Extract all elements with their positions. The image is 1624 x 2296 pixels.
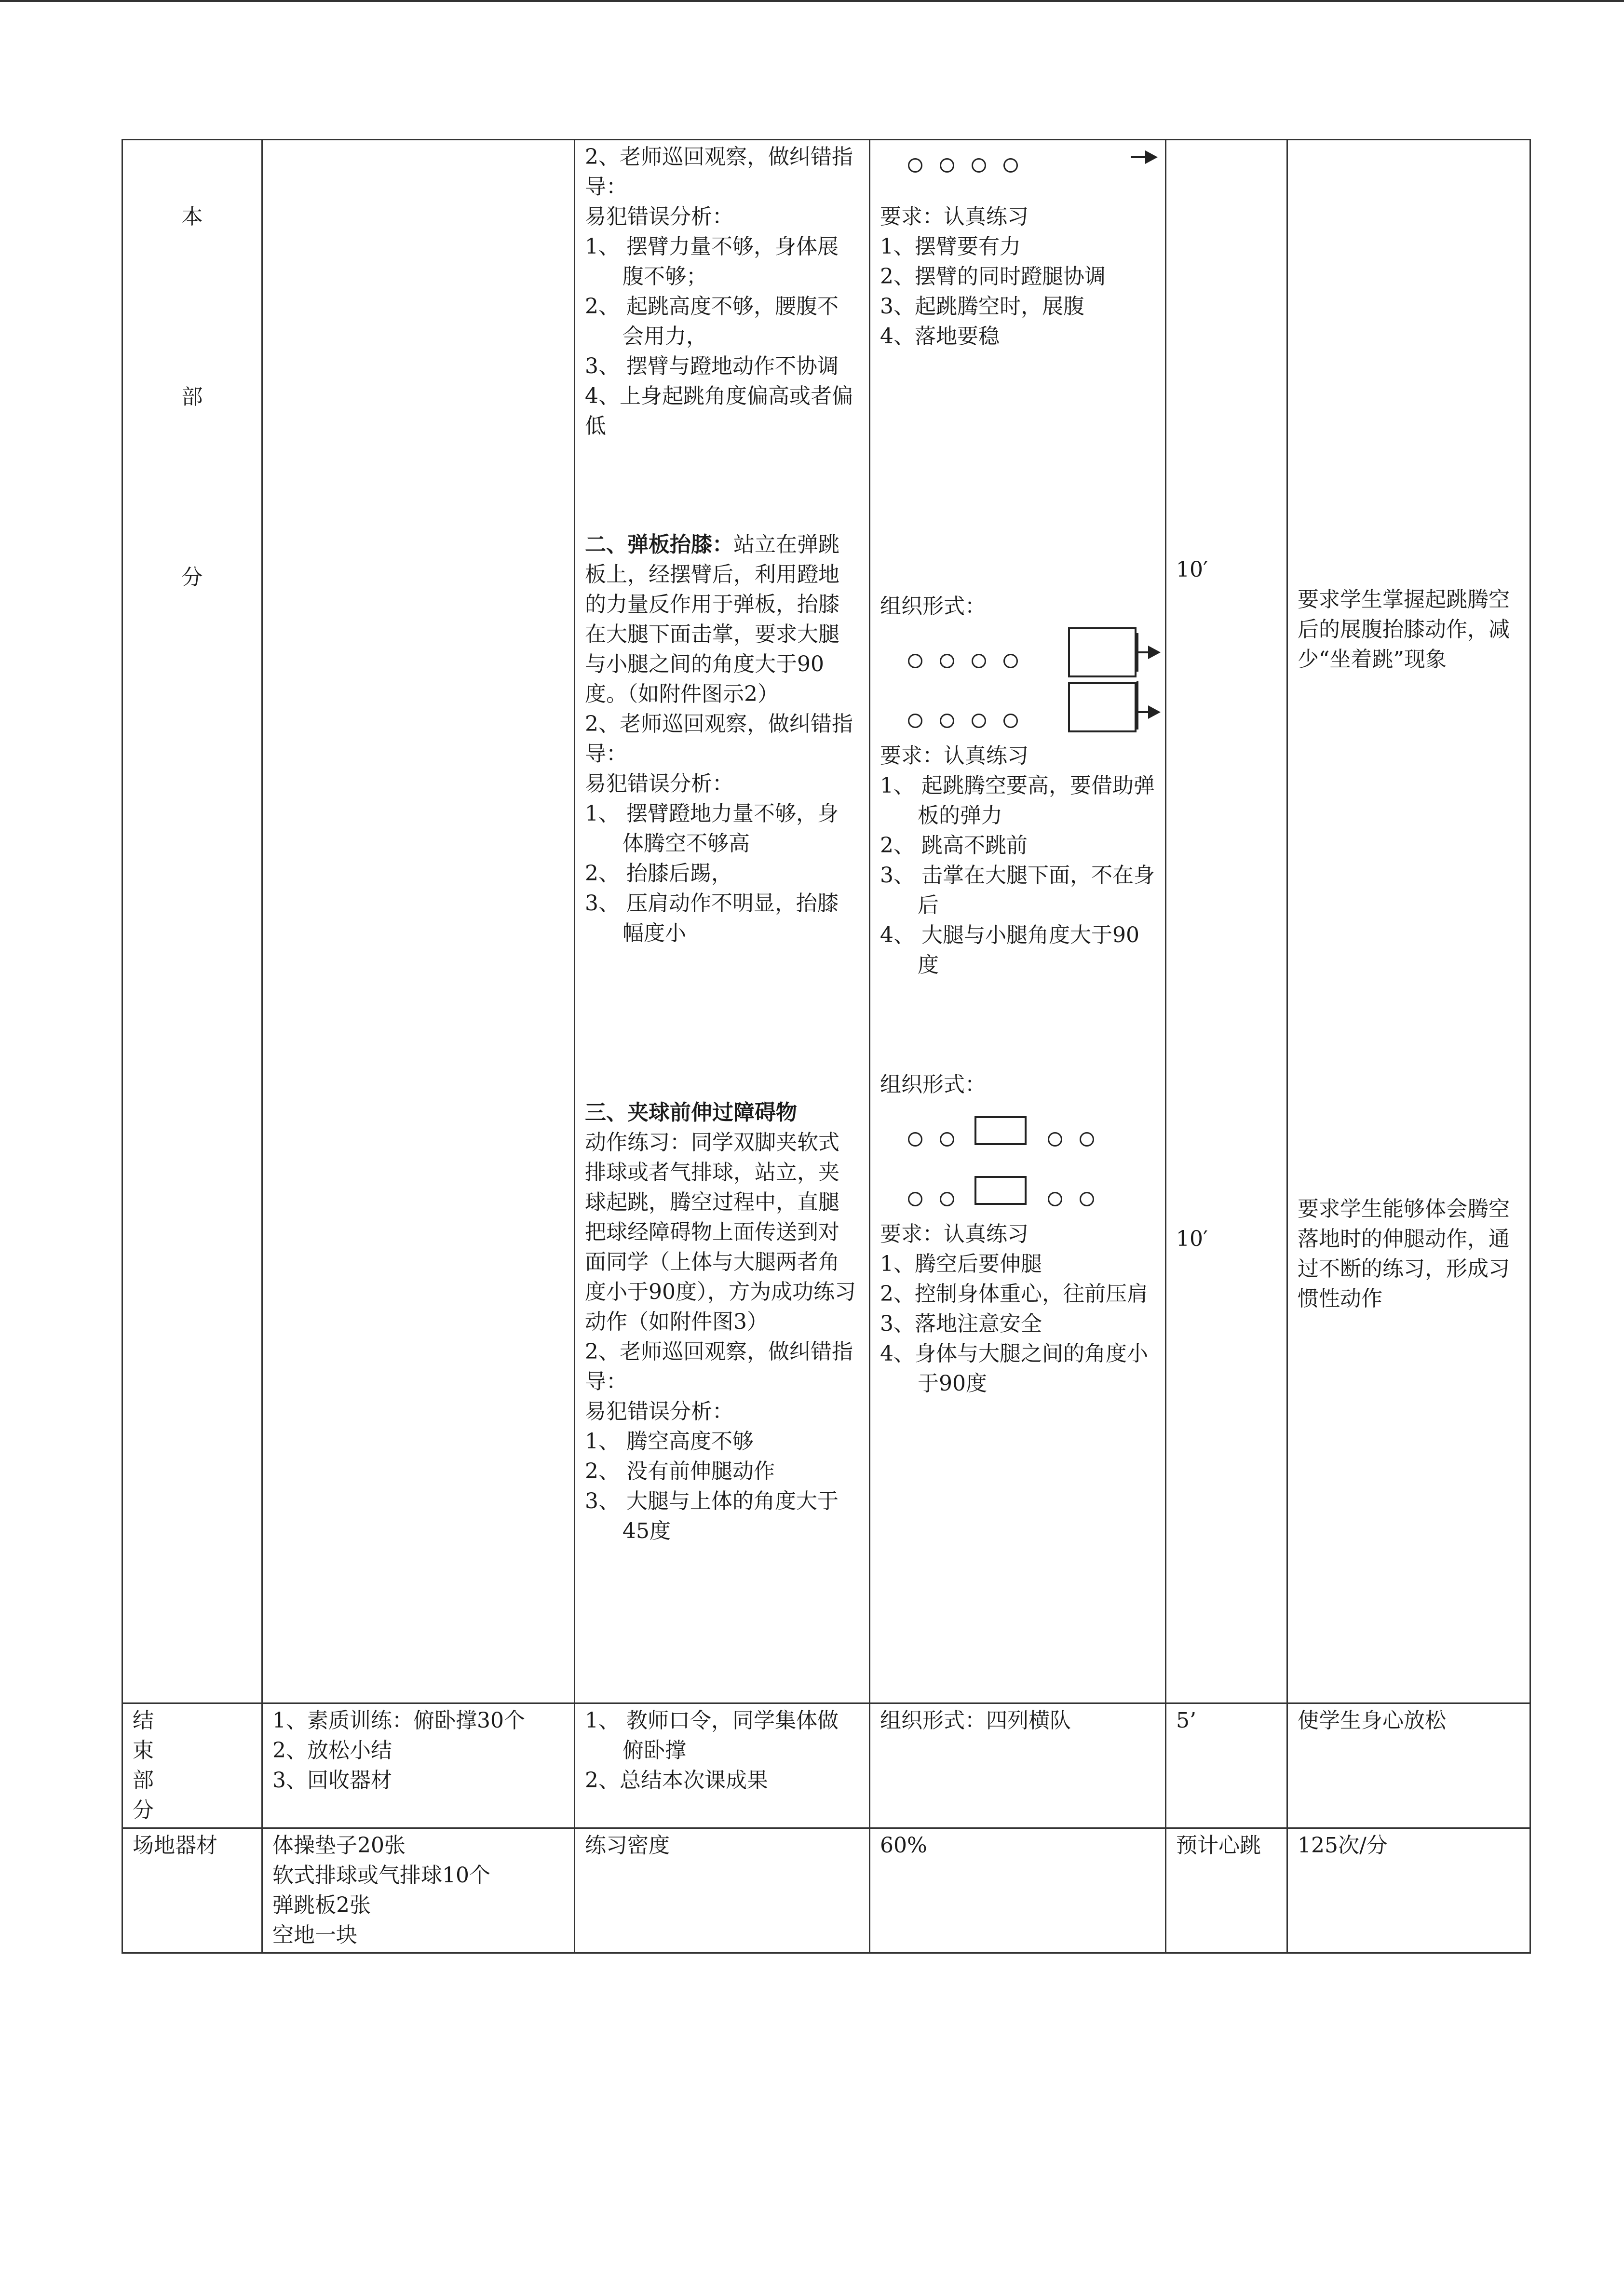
circle-icon xyxy=(940,714,954,728)
end-label-char-2: 束 xyxy=(133,1738,154,1763)
part2-time: 10′ xyxy=(1176,557,1208,582)
arrow-icon xyxy=(1148,705,1161,719)
circle-icon xyxy=(1048,1132,1062,1147)
part2-desc: 站立在弹跳板上，经摆臂后，利用蹬地的力量反作用于弹板，抬膝在大腿下面击掌，要求大腿与小腿之间的角度大于90度。（如附件图示2） xyxy=(585,532,839,706)
density-value: 60% xyxy=(880,1833,927,1858)
part1-req-title: 要求：认真练习 xyxy=(880,204,1029,229)
circle-icon xyxy=(972,714,986,728)
part3-time: 10′ xyxy=(1176,1227,1208,1251)
circle-icon xyxy=(1003,654,1018,668)
part3-guidance: 2、老师巡回观察，做纠错指导： xyxy=(585,1339,853,1394)
circle-icon xyxy=(1080,1132,1094,1147)
end-label-char-1: 结 xyxy=(133,1708,154,1733)
box-icon xyxy=(974,1116,1027,1145)
part2-error-1: 1、 摆臂蹬地力量不够，身体腾空不够高 xyxy=(585,801,839,856)
density-value-cell xyxy=(870,1828,1166,1953)
end-organization: 组织形式：四列横队 xyxy=(880,1708,1071,1733)
main-section-label xyxy=(122,140,262,1703)
end-method-1: 1、 教师口令，同学集体做俯卧撑 xyxy=(585,1708,839,1763)
end-label-char-4: 分 xyxy=(133,1798,154,1823)
part3-formation-diagram-row-1 xyxy=(880,1100,1155,1160)
box-icon xyxy=(1068,682,1137,732)
part3-req-1: 1、腾空后要伸腿 xyxy=(880,1252,1042,1276)
density-label: 练习密度 xyxy=(585,1833,670,1858)
end-content-1: 1、素质训练：俯卧撑30个 xyxy=(272,1708,525,1733)
part2-org-label: 组织形式： xyxy=(880,594,986,619)
heart-label: 预计心跳 xyxy=(1176,1833,1261,1858)
circle-icon xyxy=(940,1192,954,1206)
part2-req-title: 要求：认真练习 xyxy=(880,743,1029,768)
part3-error-2: 2、 没有前伸腿动作 xyxy=(585,1459,775,1484)
venue-label: 场地器材 xyxy=(133,1833,217,1858)
part1-error-2: 2、 起跳高度不够，腰腹不会用力， xyxy=(585,294,839,349)
venue-label-cell xyxy=(122,1828,262,1953)
end-method-cell xyxy=(575,1703,870,1828)
main-method-cell xyxy=(575,140,870,1703)
part3-title: 三、夹球前伸过障碍物 xyxy=(585,1100,797,1125)
circle-icon xyxy=(1048,1192,1062,1206)
part1-guidance: 2、老师巡回观察，做纠错指导： xyxy=(585,145,853,199)
end-goal: 使学生身心放松 xyxy=(1298,1708,1446,1733)
equipment-4: 空地一块 xyxy=(272,1923,357,1947)
part1-error-title: 易犯错误分析： xyxy=(585,204,733,229)
part2-formation-diagram-row-1 xyxy=(880,621,1155,681)
main-time-cell xyxy=(1166,140,1287,1703)
box-icon xyxy=(974,1176,1027,1205)
circle-icon xyxy=(908,714,922,728)
circle-icon xyxy=(1080,1192,1094,1206)
part2-formation-diagram-row-2 xyxy=(880,681,1155,741)
main-section-row xyxy=(122,140,1530,1703)
page-top-rule xyxy=(0,0,1624,2)
main-requirements-cell xyxy=(870,140,1166,1703)
arrow-stem-icon xyxy=(1137,681,1138,729)
circle-icon xyxy=(940,1132,954,1147)
part2-error-3: 3、 压肩动作不明显，抬膝幅度小 xyxy=(585,891,839,945)
part1-error-3: 3、 摆臂与蹬地动作不协调 xyxy=(585,354,839,378)
part1-req-2: 2、摆臂的同时蹬腿协调 xyxy=(880,264,1106,289)
part3-desc: 动作练习：同学双脚夹软式排球或者气排球，站立，夹球起跳，腾空过程中，直腿把球经障碍物上面传送到对面同学（上体与大腿两者角度小于90度），方为成功练习动作（如附件图3） xyxy=(585,1130,856,1334)
part3-error-1: 1、 腾空高度不够 xyxy=(585,1429,754,1454)
part2-req-3: 3、 击掌在大腿下面，不在身后 xyxy=(880,863,1155,918)
part3-req-2: 2、控制身体重心，往前压肩 xyxy=(880,1282,1148,1306)
equipment-1: 体操垫子20张 xyxy=(272,1833,406,1858)
main-label-char-2: 部 xyxy=(181,385,203,409)
part1-formation-diagram xyxy=(880,142,1155,172)
circle-icon xyxy=(908,1192,922,1206)
main-goal-cell xyxy=(1287,140,1530,1703)
part3-org-label: 组织形式： xyxy=(880,1072,986,1097)
circle-icon xyxy=(940,654,954,668)
part1-req-3: 3、起跳腾空时，展腹 xyxy=(880,294,1084,319)
end-section-label xyxy=(122,1703,262,1828)
equipment-cell xyxy=(262,1828,575,1953)
arrow-icon xyxy=(1148,646,1161,659)
part3-goal: 要求学生能够体会腾空落地时的伸腿动作，通过不断的练习，形成习惯性动作 xyxy=(1298,1197,1510,1311)
footer-row xyxy=(122,1828,1530,1953)
part3-req-4: 4、身体与大腿之间的角度小于90度 xyxy=(880,1341,1148,1396)
part3-error-3: 3、 大腿与上体的角度大于45度 xyxy=(585,1489,839,1543)
end-time: 5’ xyxy=(1176,1708,1196,1733)
main-label-char-1: 本 xyxy=(181,204,203,229)
circle-icon xyxy=(908,158,922,173)
density-label-cell xyxy=(575,1828,870,1953)
end-method-2: 2、总结本次课成果 xyxy=(585,1768,768,1793)
circle-icon xyxy=(1003,158,1018,173)
heart-label-cell xyxy=(1166,1828,1287,1953)
part2-guidance: 2、老师巡回观察，做纠错指导： xyxy=(585,712,853,766)
circle-icon xyxy=(972,654,986,668)
circle-icon xyxy=(908,1132,922,1147)
part2-error-title: 易犯错误分析： xyxy=(585,771,733,796)
end-label-char-3: 部 xyxy=(133,1768,154,1793)
part1-error-4: 4、上身起跳角度偏高或者偏低 xyxy=(585,384,853,438)
part1-error-1: 1、 摆臂力量不够，身体展腹不够； xyxy=(585,234,839,289)
part3-formation-diagram-row-2 xyxy=(880,1160,1155,1219)
lesson-plan-table xyxy=(122,139,1531,1954)
circle-icon xyxy=(908,654,922,668)
heart-value: 125次/分 xyxy=(1298,1833,1388,1858)
end-organization-cell xyxy=(870,1703,1166,1828)
part3-req-title: 要求：认真练习 xyxy=(880,1222,1029,1246)
main-content-cell xyxy=(262,140,575,1703)
end-content-cell xyxy=(262,1703,575,1828)
equipment-2: 软式排球或气排球10个 xyxy=(272,1863,490,1888)
equipment-3: 弹跳板2张 xyxy=(272,1893,371,1918)
main-label-char-3: 分 xyxy=(181,565,203,590)
arrow-icon xyxy=(1145,150,1158,164)
part2-req-1: 1、 起跳腾空要高，要借助弹板的弹力 xyxy=(880,773,1155,828)
part1-req-1: 1、摆臂要有力 xyxy=(880,234,1021,259)
part2-req-2: 2、 跳高不跳前 xyxy=(880,833,1028,858)
circle-icon xyxy=(1003,714,1018,728)
part2-title: 二、弹板抬膝： xyxy=(585,532,733,557)
end-section-row xyxy=(122,1703,1530,1828)
end-content-3: 3、回收器材 xyxy=(272,1768,392,1793)
circle-icon xyxy=(972,158,986,173)
box-icon xyxy=(1068,627,1137,677)
circle-icon xyxy=(940,158,954,173)
part2-error-2: 2、 抬膝后踢， xyxy=(585,861,732,886)
end-content-2: 2、放松小结 xyxy=(272,1738,392,1763)
heart-value-cell xyxy=(1287,1828,1530,1953)
part1-req-4: 4、落地要稳 xyxy=(880,324,1000,349)
part2-req-4: 4、 大腿与小腿角度大于90度 xyxy=(880,923,1139,977)
end-time-cell xyxy=(1166,1703,1287,1828)
part3-req-3: 3、落地注意安全 xyxy=(880,1311,1042,1336)
part2-goal: 要求学生掌握起跳腾空后的展腹抬膝动作，减少“坐着跳”现象 xyxy=(1298,587,1510,672)
end-goal-cell xyxy=(1287,1703,1530,1828)
part3-error-title: 易犯错误分析： xyxy=(585,1399,733,1424)
